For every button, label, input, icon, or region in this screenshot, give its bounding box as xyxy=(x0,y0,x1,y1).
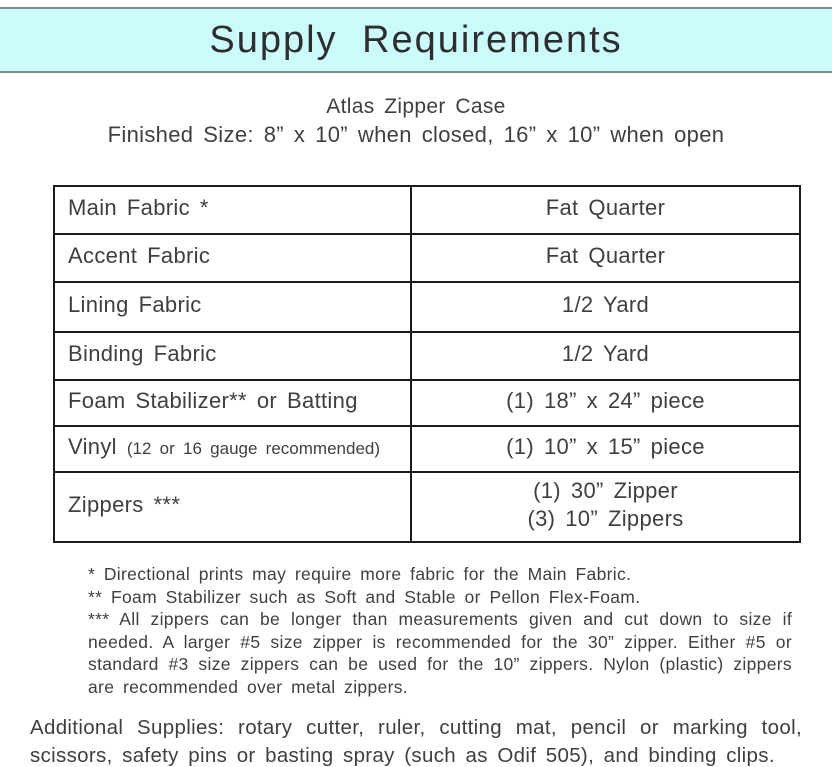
supply-table-body xyxy=(54,186,800,542)
supply-item: Lining Fabric xyxy=(54,282,411,332)
supply-quantity: Fat Quarter xyxy=(411,186,800,234)
supply-quantity: (1) 10” x 15” piece xyxy=(411,426,800,472)
page-title: Supply Requirements xyxy=(209,18,623,61)
supply-quantity: (1) 18” x 24” piece xyxy=(411,380,800,426)
table-row-binding-fabric xyxy=(54,332,800,380)
footnote-zippers: *** All zippers can be longer than measurements given and cut down to size if needed. A larger #5 size zipper is recommended for the 30” zipper. Either #5 or standard #3 size zippers can be used for the 10” zippers. Nylon (plastic) zippers are recommended over metal zippers. xyxy=(88,609,792,697)
pattern-info xyxy=(0,93,832,149)
supply-item xyxy=(54,426,411,472)
supply-item: Zippers *** xyxy=(54,472,411,542)
footnote-foam-stabilizer: ** Foam Stabilizer such as Soft and Stable or Pellon Flex-Foam. xyxy=(88,586,641,607)
footnote-main-fabric: * Directional prints may require more fabric for the Main Fabric. xyxy=(88,564,632,584)
table-row-foam-stabilizer xyxy=(54,380,800,426)
pattern-name: Atlas Zipper Case xyxy=(326,95,506,118)
title-banner xyxy=(0,7,832,73)
supply-quantity: 1/2 Yard xyxy=(411,282,800,332)
table-row-zippers xyxy=(54,472,800,542)
table-row-lining-fabric xyxy=(54,282,800,332)
table-row-main-fabric xyxy=(54,186,800,234)
table-row-accent-fabric xyxy=(54,234,800,282)
quantity-line-2: (3) 10” Zippers xyxy=(527,506,684,531)
supply-item: Foam Stabilizer** or Batting xyxy=(54,380,411,426)
quantity-line-1: (1) 30” Zipper xyxy=(533,478,678,503)
finished-size: Finished Size: 8” x 10” when closed, 16” x 10” when open xyxy=(107,122,725,147)
supply-item-label: Vinyl xyxy=(68,434,117,459)
supply-quantity: 1/2 Yard xyxy=(411,332,800,380)
supply-table xyxy=(53,185,801,543)
supply-item: Main Fabric * xyxy=(54,186,411,234)
supply-quantity: Fat Quarter xyxy=(411,234,800,282)
supply-item: Accent Fabric xyxy=(54,234,411,282)
table-row-vinyl xyxy=(54,426,800,472)
footnotes xyxy=(88,563,792,698)
supply-requirements-page xyxy=(0,7,832,767)
additional-supplies: Additional Supplies: rotary cutter, ruler, cutting mat, pencil or marking tool, scissors, safety pins or basting spray (such as Odif 505), and binding clips. xyxy=(30,716,802,767)
supply-item-note: (12 or 16 gauge recommended) xyxy=(126,439,381,458)
supply-quantity xyxy=(411,472,800,542)
supply-item: Binding Fabric xyxy=(54,332,411,380)
